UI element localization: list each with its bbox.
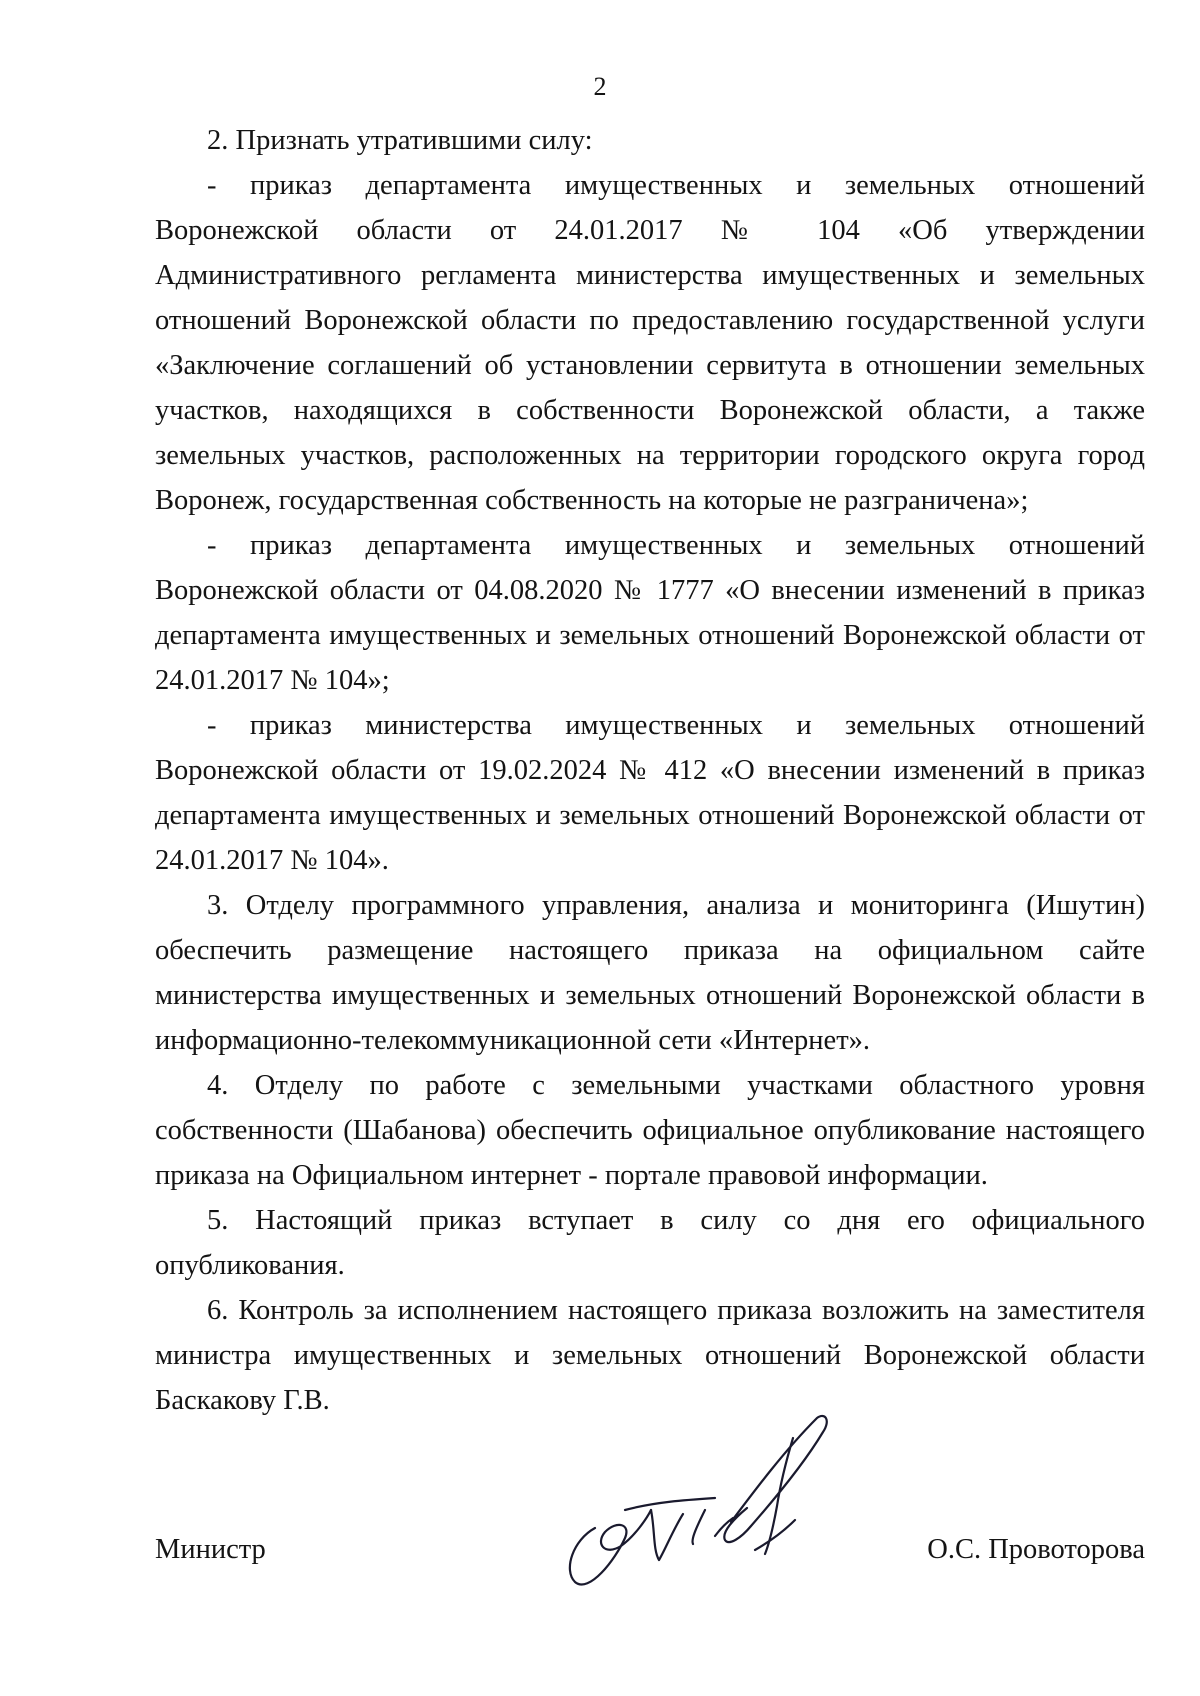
paragraph-item-6: 6. Контроль за исполнением настоящего приказа возложить на заместителя министра имущественных и земельных отношений Воронежской области Баскакову Г.В. <box>155 1295 1145 1416</box>
paragraph-repeal-item-1: - приказ департамента имущественных и земельных отношений Воронежской области от 24.01.2017 № 104 «Об утверждении Административного регламента министерства имущественных и земельных отношений Воронежской области по предоставлению государственной услуги «Заключение соглашений об установлении сервитута в отношении земельных участков, находящихся в собственности Воронежской области, а также земельных участков, расположенных на территории городского округа город Воронеж, государственная собственность на которые не разграничена»; <box>155 170 1145 516</box>
paragraph-repeal-item-2: - приказ департамента имущественных и земельных отношений Воронежской области от 04.08.2020 № 1777 «О внесении изменений в приказ департамента имущественных и земельных отношений Воронежской области от 24.01.2017 № 104»; <box>155 530 1145 696</box>
signatory-title: Министр <box>155 1534 266 1565</box>
signature-block <box>155 1530 1145 1570</box>
paragraph-item-5: 5. Настоящий приказ вступает в силу со дня его официального опубликования. <box>155 1205 1145 1281</box>
signatory-name: О.С. Провоторова <box>927 1534 1145 1565</box>
handwritten-signature <box>555 1410 875 1610</box>
paragraph-repeal-item-3: - приказ министерства имущественных и земельных отношений Воронежской области от 19.02.2024 № 412 «О внесении изменений в приказ департамента имущественных и земельных отношений Воронежской области от 24.01.2017 № 104». <box>155 710 1145 876</box>
document-body <box>155 118 1145 1423</box>
paragraph-item-3: 3. Отделу программного управления, анализа и мониторинга (Ишутин) обеспечить размещение настоящего приказа на официальном сайте министерства имущественных и земельных отношений Воронежской области в информационно-телекоммуникационной сети «Интернет». <box>155 890 1145 1056</box>
page-number: 2 <box>593 72 607 101</box>
paragraph-repeal-heading: 2. Признать утратившими силу: <box>207 125 593 156</box>
paragraph-item-4: 4. Отделу по работе с земельными участками областного уровня собственности (Шабанова) обеспечить официальное опубликование настоящего приказа на Официальном интернет - портале правовой информации. <box>155 1070 1145 1191</box>
